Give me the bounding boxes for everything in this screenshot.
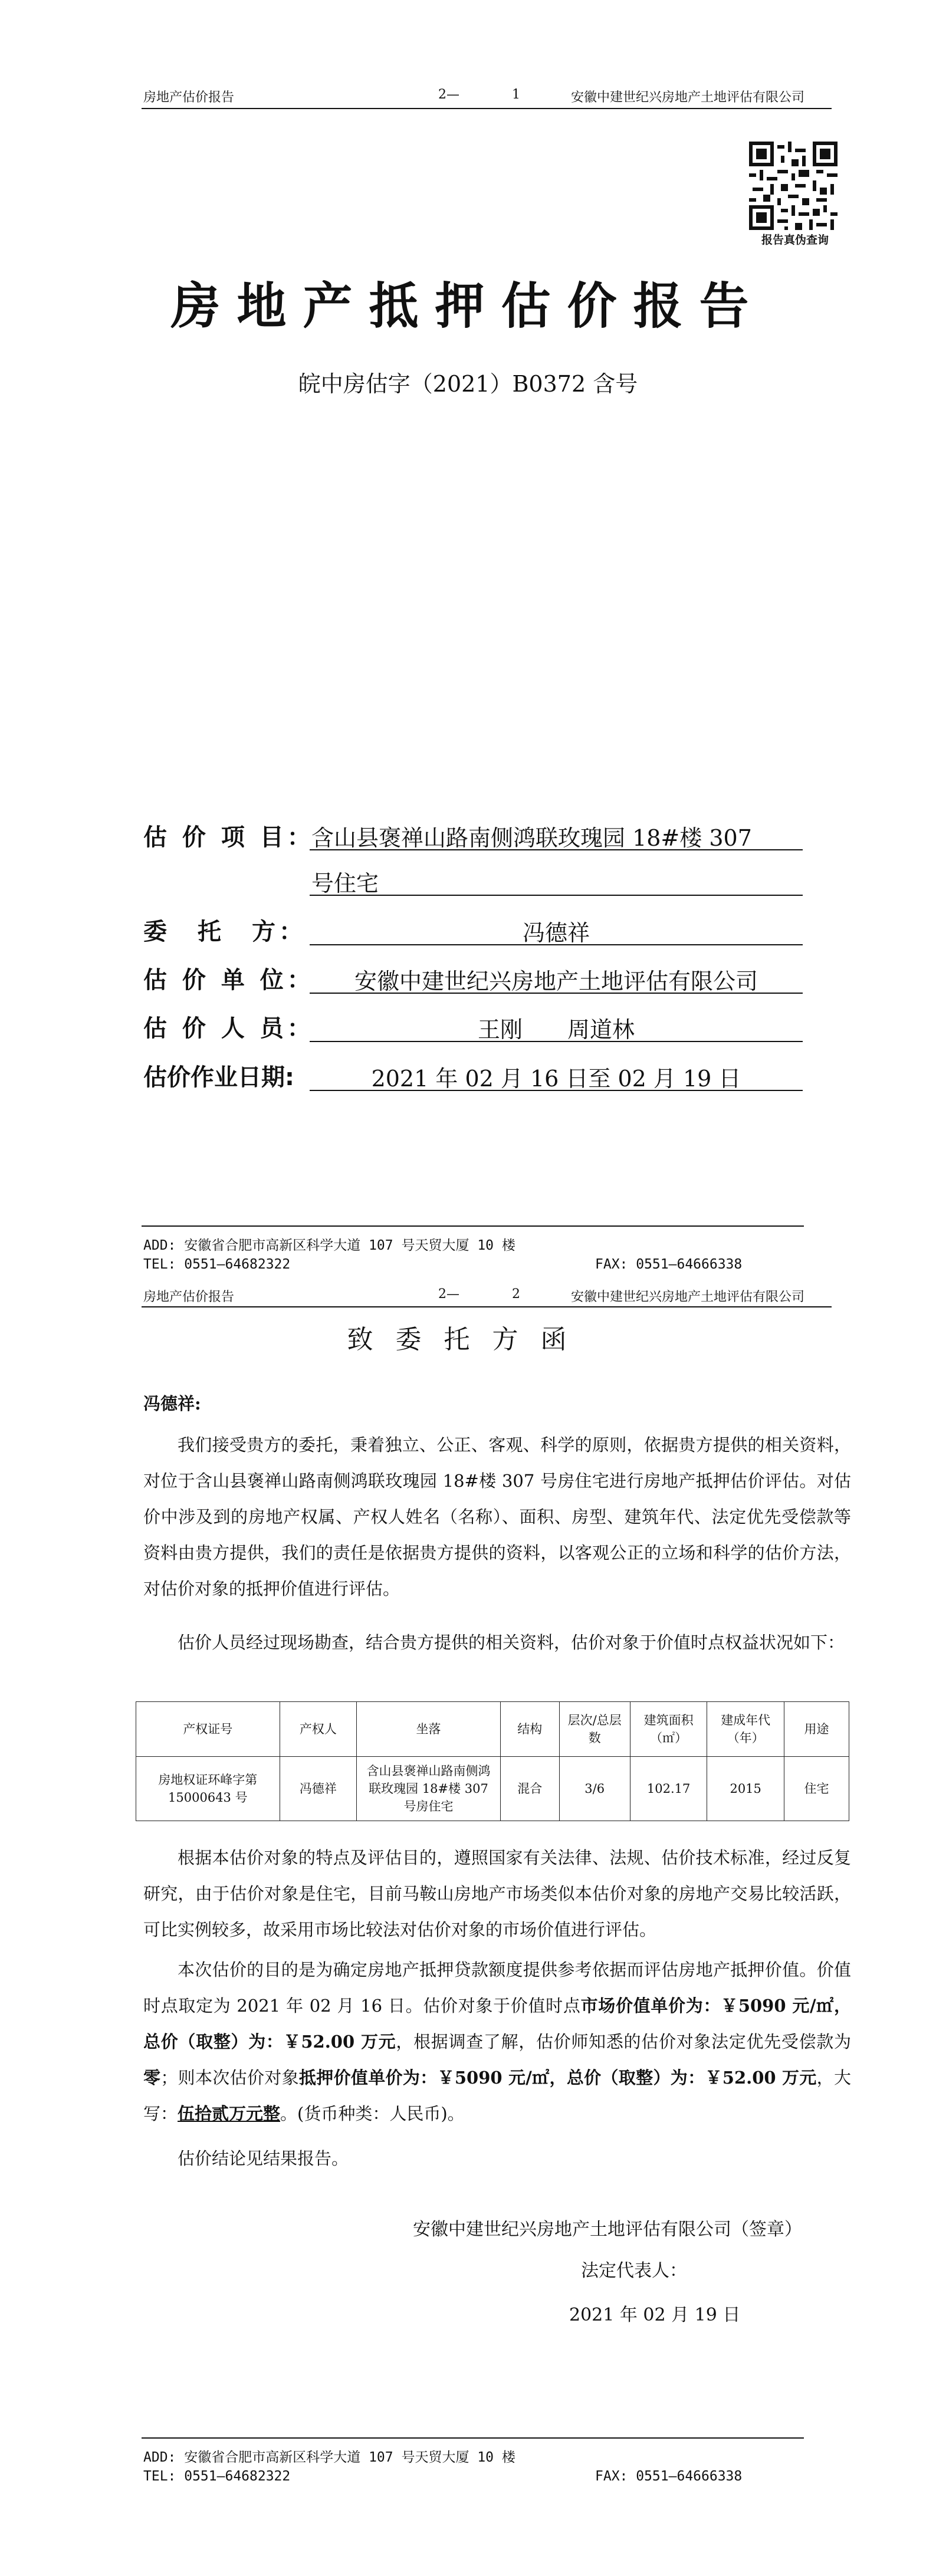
client-label: 委 托 方：: [143, 918, 306, 945]
unit-value: 安徽中建世纪兴房地产土地评估有限公司: [354, 968, 758, 994]
page1-header-page-num: 1: [512, 87, 520, 102]
date-underline: [310, 1090, 803, 1091]
p4-text-i: 。(货币种类：人民币)。: [280, 2104, 465, 2124]
table-header-cell: 层次/总层数: [559, 1702, 630, 1757]
page2-header-page-prefix: 2—: [438, 1287, 459, 1302]
table-header-cell: 用途: [784, 1702, 849, 1757]
table-cell: 房地权证环峰字第15000643 号: [136, 1757, 280, 1821]
paragraph-2: 估价人员经过现场勘查，结合贵方提供的相关资料，估价对象于价值时点权益状况如下：: [178, 1632, 845, 1652]
property-table: [136, 1701, 849, 1821]
page2-header-rule: [142, 1306, 832, 1307]
p4-text-c: ，根据调查了解，估价师知悉的估价对象法定优先受偿款为: [396, 2032, 851, 2052]
qr-code-icon[interactable]: [749, 142, 838, 230]
table-row: [136, 1757, 849, 1821]
page1-header-left: 房地产估价报告: [143, 90, 235, 105]
unit-underline: [310, 993, 803, 994]
page1-footer-tel: TEL: 0551—64682322: [143, 1257, 291, 1272]
table-cell: 含山县褒禅山路南侧鸿联玫瑰园 18#楼 307 号房住宅: [357, 1757, 501, 1821]
report-number: 皖中房估字（2021）B0372 含号: [298, 371, 638, 397]
client-underline: [310, 944, 803, 945]
letter-title: 致委托方函: [347, 1325, 589, 1355]
page2-footer-rule: [142, 2437, 804, 2439]
page2-footer-address: ADD: 安徽省合肥市高新区科学大道 107 号天贸大厦 10 楼: [143, 2450, 515, 2465]
page2-footer-fax: FAX: 0551—64666338: [595, 2469, 743, 2484]
table-header-cell: 坐落: [357, 1702, 501, 1757]
page1-footer-rule: [142, 1225, 804, 1227]
page2-header-left: 房地产估价报告: [143, 1290, 235, 1305]
salutation: 冯德祥:: [143, 1394, 201, 1414]
project-label: 估 价 项 目：: [143, 824, 314, 851]
page1-header-page-prefix: 2—: [438, 87, 459, 102]
table-cell: 3/6: [559, 1757, 630, 1821]
project-value-line2: 号住宅: [311, 870, 379, 896]
page1-header-rule: [142, 108, 832, 109]
p4-text-a: 本次估价的目的是为确定房地产抵押贷款额度提供参考依据而评估房地产抵押价值。价值时点取定为 2021 年 02 月 16 日。估价对象于价值时点: [143, 1960, 851, 2016]
project-underline-2: [310, 895, 803, 896]
table-cell: 2015: [707, 1757, 784, 1821]
paragraph-4: [143, 1952, 851, 2132]
p4-market-value: 市场价值单价为：￥5090 元/㎡，总价（取整）为：￥52.00 万元: [143, 1996, 851, 2052]
p4-mortgage-value: 抵押价值单价为：￥5090 元/㎡，总价（取整）为：￥52.00 万元: [298, 2068, 817, 2088]
qr-caption: 报告真伪查询: [761, 234, 829, 247]
table-header-cell: 建筑面积（㎡）: [630, 1702, 707, 1757]
p4-amount-in-words: 伍拾贰万元整: [178, 2104, 281, 2124]
table-cell: 混合: [500, 1757, 559, 1821]
paragraph-5: 估价结论见结果报告。: [178, 2148, 349, 2168]
paragraph-1: 我们接受贵方的委托，秉着独立、公正、客观、科学的原则，依据贵方提供的相关资料，对位于含山县褒禅山路南侧鸿联玫瑰园 18#楼 307 号房住宅进行房地产抵押估价评估。对估价中涉及到的房地产权属、产权人姓名（名称）、面积、房型、建筑年代、法定优先受偿款等资料由贵方提供，我们的责任是依据贵方提供的资料，以客观公正的立场和科学的估价方法，对估价对象的抵押价值进行评估。: [143, 1435, 851, 1599]
signature-date: 2021 年 02 月 19 日: [569, 2305, 741, 2325]
table-cell: 冯德祥: [280, 1757, 357, 1821]
table-cell: 住宅: [784, 1757, 849, 1821]
page2-header-page-num: 2: [512, 1287, 520, 1302]
table-header-cell: 产权人: [280, 1702, 357, 1757]
staff-underline: [310, 1041, 803, 1042]
paragraph-3: 根据本估价对象的特点及评估目的，遵照国家有关法律、法规、估价技术标准，经过反复研究，由于估价对象是住宅，目前马鞍山房地产市场类似本估价对象的房地产交易比较活跃，可比实例较多，故采用市场比较法对估价对象的市场价值进行评估。: [143, 1848, 851, 1940]
p4-priority-amount: 零: [143, 2068, 161, 2088]
page1-footer-fax: FAX: 0551—64666338: [595, 1257, 743, 1272]
staff-value: 王刚 周道林: [477, 1017, 635, 1043]
table-header-cell: 结构: [500, 1702, 559, 1757]
project-underline-1: [310, 849, 803, 850]
client-value: 冯德祥: [522, 920, 590, 946]
page2-header-right: 安徽中建世纪兴房地产土地评估有限公司: [571, 1290, 805, 1305]
staff-label: 估 价 人 员：: [143, 1015, 314, 1042]
p4-text-g: ，大写：: [143, 2068, 851, 2124]
date-value: 2021 年 02 月 16 日至 02 月 19 日: [371, 1066, 741, 1092]
report-title: 房地产抵押估价报告: [170, 277, 766, 335]
signature-company: 安徽中建世纪兴房地产土地评估有限公司（签章）: [413, 2219, 802, 2240]
signature-representative: 法定代表人：: [581, 2260, 687, 2281]
date-label: 估价作业日期:: [143, 1064, 294, 1091]
project-value-line1: 含山县褒禅山路南侧鸿联玫瑰园 18#楼 307: [311, 825, 752, 851]
table-header-row: [136, 1702, 849, 1757]
unit-label: 估 价 单 位：: [143, 967, 314, 994]
page2-footer-tel: TEL: 0551—64682322: [143, 2469, 291, 2484]
table-header-cell: 产权证号: [136, 1702, 280, 1757]
page1-header-right: 安徽中建世纪兴房地产土地评估有限公司: [571, 90, 805, 105]
table-header-cell: 建成年代（年）: [707, 1702, 784, 1757]
p4-text-e: ；则本次估价对象: [160, 2068, 299, 2088]
page1-footer-address: ADD: 安徽省合肥市高新区科学大道 107 号天贸大厦 10 楼: [143, 1238, 515, 1253]
table-cell: 102.17: [630, 1757, 707, 1821]
